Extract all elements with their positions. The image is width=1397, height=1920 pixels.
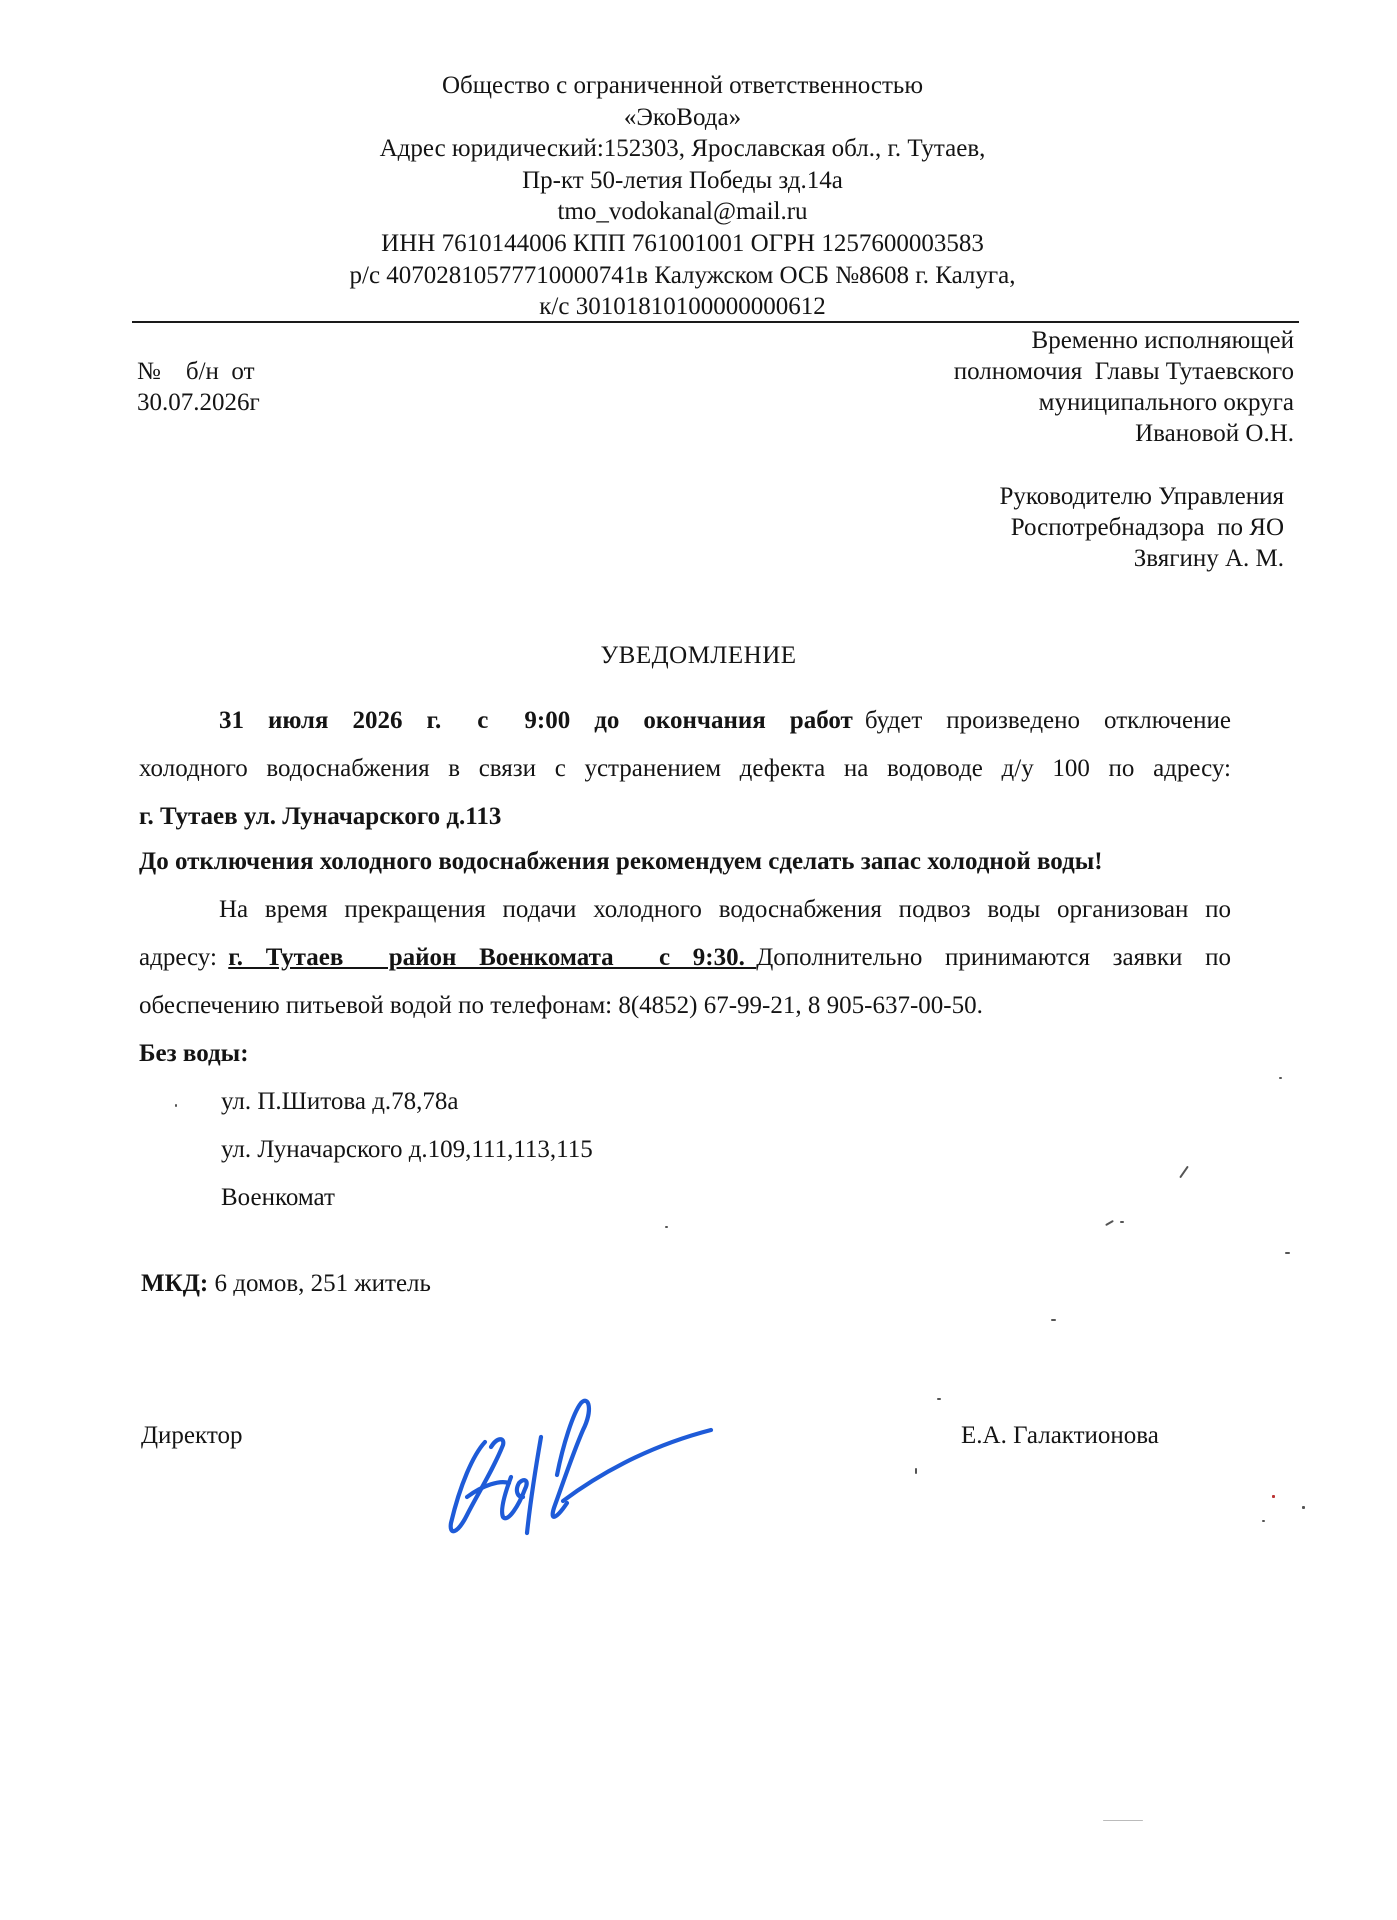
corr-account: к/с 30101810100000000612 <box>539 293 826 321</box>
delivery-line-2 <box>139 934 1231 982</box>
list-item: ул. П.Шитова д.78,78а <box>221 1088 459 1115</box>
outage-address: г. Тутаев ул. Луначарского д.113 <box>139 803 502 830</box>
legal-address: Адрес юридический:152303, Ярославская обл., г. Тутаев, <box>379 135 986 163</box>
street-address: Пр-кт 50-летия Победы зд.14а <box>522 166 843 194</box>
doc-date: 30.07.2026г <box>137 389 260 416</box>
document-title: УВЕДОМЛЕНИЕ <box>600 642 797 669</box>
addressee-line: полномочия Главы Тутаевского <box>953 358 1294 385</box>
no-water-label: Без воды: <box>139 1040 249 1067</box>
addressee-line: Временно исполняющей <box>1031 327 1294 354</box>
notice-line-2: холодного водоснабжения в связи с устранением дефекта на водоводе д/у 100 по адресу: <box>139 755 1231 782</box>
notice-paragraph <box>139 697 1231 841</box>
org-type: Общество с ограниченной ответственностью <box>442 72 923 99</box>
header-divider <box>132 321 1299 323</box>
notice-line-1 <box>139 697 1231 745</box>
letterhead <box>130 70 1235 323</box>
no-water-list <box>221 1078 593 1222</box>
addressee-line: Звягину А. М. <box>1133 545 1284 572</box>
addressee-rospotrebnadzor <box>1000 481 1285 574</box>
mkd-value: 6 домов, 251 житель <box>208 1270 431 1297</box>
doc-number-line: № б/н от <box>137 358 255 385</box>
outage-time: 31 июля 2026 г. с 9:00 до окончания работ <box>219 707 853 734</box>
org-ids: ИНН 7610144006 КПП 761001001 ОГРН 1257600003583 <box>381 229 984 257</box>
delivery-prefix: адресу: <box>139 944 229 971</box>
signatory-position: Директор <box>141 1422 243 1449</box>
water-delivery-paragraph <box>139 886 1231 1030</box>
list-item: ул. Луначарского д.109,111,113,115 <box>221 1136 593 1163</box>
delivery-line-1: На время прекращения подачи холодного водоснабжения подвоз воды организован по <box>219 896 1231 923</box>
delivery-location: г. Тутаев район Военкомата с 9:30. <box>228 944 757 971</box>
list-item: Военкомат <box>221 1184 335 1211</box>
document-number <box>137 356 260 418</box>
warning-text: До отключения холодного водоснабжения рекомендуем сделать запас холодной воды! <box>139 848 1103 875</box>
delivery-phones: обеспечению питьевой водой по телефонам: 8(4852) 67-99-21, 8 905-637-00-50. <box>139 992 983 1019</box>
handwritten-signature <box>445 1385 725 1555</box>
signatory-name: Е.А. Галактионова <box>961 1422 1159 1449</box>
bank-account: р/с 40702810577710000741в Калужском ОСБ №8608 г. Калуга, <box>349 261 1016 289</box>
addressee-line: Руководителю Управления <box>999 483 1284 510</box>
delivery-suffix: Дополнительно принимаются заявки по <box>756 944 1231 971</box>
mkd-label: МКД: <box>141 1270 209 1297</box>
addressee-line: муниципального округа <box>1038 389 1294 416</box>
org-name: «ЭкоВода» <box>623 103 742 131</box>
addressee-line: Роспотребнадзора по ЯО <box>1010 514 1284 541</box>
outage-text: будет произведено отключение <box>852 707 1231 734</box>
mkd-summary <box>141 1268 431 1299</box>
addressee-line: Ивановой О.Н. <box>1135 420 1294 447</box>
org-email: tmo_vodokanal@mail.ru <box>557 198 808 226</box>
addressee-head-of-district <box>954 325 1294 449</box>
